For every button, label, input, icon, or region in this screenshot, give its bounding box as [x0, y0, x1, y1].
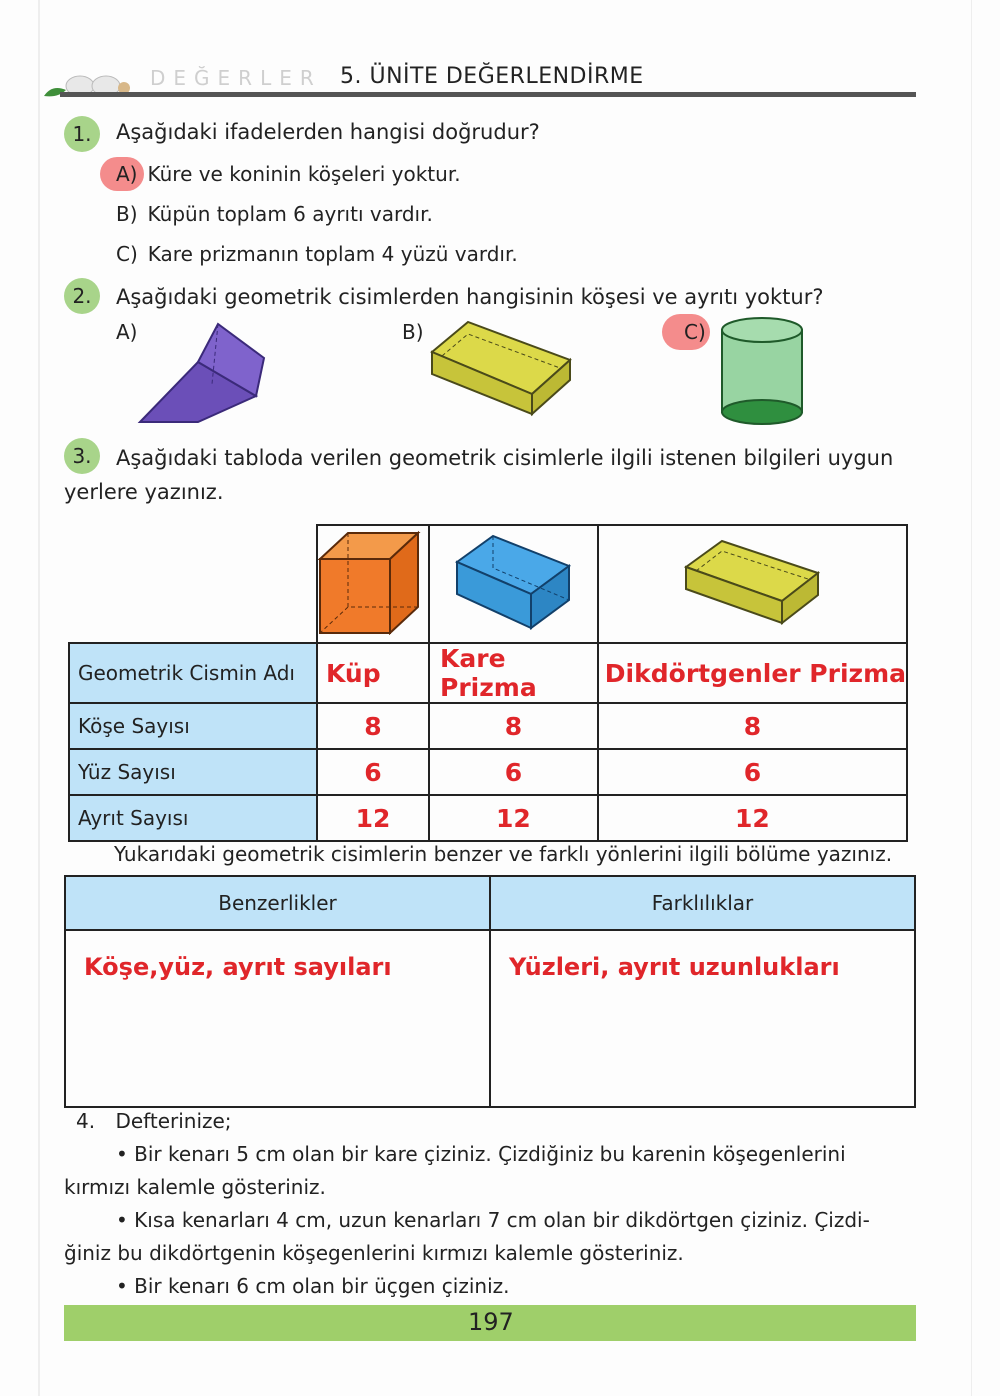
row-label-name: Geometrik Cismin Adı [69, 643, 317, 703]
cube-icon [318, 529, 428, 635]
bullet-2: • Kısa kenarları 4 cm, uzun kenarları 7 cm olan bir dikdörtgen çiziniz. Çizdi- [116, 1208, 870, 1232]
similarities-answer[interactable]: Köşe,yüz, ayrıt sayıları [65, 930, 490, 1107]
table-row [69, 749, 907, 795]
answer-name-1[interactable]: Küp [317, 643, 429, 703]
question-4-heading [64, 1105, 924, 1138]
bullet-2-line2: ğiniz bu dikdörtgenin köşegenlerini kırmızı kalemle gösteriniz. [64, 1241, 684, 1265]
row-label-yuz: Yüz Sayısı [69, 749, 317, 795]
question-4-title: Defterinize; [115, 1109, 232, 1133]
compare-header-row [65, 876, 915, 930]
q2-option-b-label[interactable]: B) [402, 320, 424, 344]
square-prism-icon [453, 532, 573, 632]
answer-name-2[interactable]: Kare Prizma [429, 643, 598, 703]
square-prism-image-cell [429, 525, 598, 643]
differences-header: Farklılıklar [490, 876, 915, 930]
q2-option-c-label[interactable]: C) [684, 320, 706, 344]
rectangular-prism-icon [428, 318, 574, 418]
page-edge-right [971, 0, 972, 1396]
table-row [69, 643, 907, 703]
rect-prism-image-cell [598, 525, 907, 643]
option-text: Kare prizmanın toplam 4 yüzü vardır. [147, 242, 518, 266]
answer-yuz-1[interactable]: 6 [317, 749, 429, 795]
bullet-3: • Bir kenarı 6 cm olan bir üçgen çiziniz. [116, 1274, 510, 1298]
answer-ayrit-3[interactable]: 12 [598, 795, 907, 841]
option-key: A) [116, 162, 138, 186]
table-row [69, 795, 907, 841]
option-text: Küre ve koninin köşeleri yoktur. [147, 162, 461, 186]
option-text: Küpün toplam 6 ayrıtı vardır. [147, 202, 433, 226]
solids-table [68, 524, 908, 842]
header-faint-text: DEĞERLER [150, 66, 322, 90]
page-edge-left [38, 0, 40, 1396]
similarities-header: Benzerlikler [65, 876, 490, 930]
q1-option-c[interactable] [116, 242, 518, 266]
answer-kose-3[interactable]: 8 [598, 703, 907, 749]
table-row [69, 703, 907, 749]
question-3-text-line1: Aşağıdaki tabloda verilen geometrik cisimlerle ilgili istenen bilgileri uygun [116, 446, 894, 470]
answer-ayrit-1[interactable]: 12 [317, 795, 429, 841]
cylinder-icon [718, 316, 806, 426]
question-3-number: 3. [64, 438, 100, 474]
answer-kose-1[interactable]: 8 [317, 703, 429, 749]
question-1-number: 1. [64, 116, 100, 152]
answer-ayrit-2[interactable]: 12 [429, 795, 598, 841]
triangular-prism-icon [136, 322, 266, 426]
option-key: C) [116, 242, 138, 266]
answer-kose-2[interactable]: 8 [429, 703, 598, 749]
page-number: 197 [468, 1308, 514, 1336]
question-3-text-line2: yerlere yazınız. [64, 480, 224, 504]
bullet-1-line2: kırmızı kalemle gösteriniz. [64, 1175, 326, 1199]
row-label-kose: Köşe Sayısı [69, 703, 317, 749]
compare-instruction: Yukarıdaki geometrik cisimlerin benzer ve farklı yönlerini ilgili bölüme yazınız. [114, 842, 893, 866]
option-key: B) [116, 202, 138, 226]
answer-yuz-2[interactable]: 6 [429, 749, 598, 795]
question-2-text: Aşağıdaki geometrik cisimlerden hangisinin köşesi ve ayrıtı yoktur? [116, 285, 824, 309]
q1-option-b[interactable] [116, 202, 433, 226]
rectangular-prism-icon [682, 537, 822, 627]
table-image-row [69, 525, 907, 643]
differences-answer[interactable]: Yüzleri, ayrıt uzunlukları [490, 930, 915, 1107]
header-divider [60, 92, 916, 97]
answer-name-3[interactable]: Dikdörtgenler Prizma [598, 643, 907, 703]
bullet-3-text: Bir kenarı 6 cm olan bir üçgen çiziniz. [134, 1274, 510, 1298]
bullet-1: • Bir kenarı 5 cm olan bir kare çiziniz. Çizdiğiniz bu karenin köşegenlerini [116, 1142, 846, 1166]
question-2-number: 2. [64, 278, 100, 314]
compare-table [64, 875, 916, 1108]
q1-option-a[interactable] [116, 162, 461, 186]
page-title: 5. ÜNİTE DEĞERLENDİRME [340, 64, 644, 89]
question-4 [64, 1105, 924, 1303]
row-label-ayrit: Ayrıt Sayısı [69, 795, 317, 841]
answer-yuz-3[interactable]: 6 [598, 749, 907, 795]
bullet-2-line1: Kısa kenarları 4 cm, uzun kenarları 7 cm olan bir dikdörtgen çiziniz. Çizdi- [134, 1208, 870, 1232]
compare-answer-row [65, 930, 915, 1107]
question-4-number: 4. [76, 1109, 96, 1133]
bullet-1-line1: Bir kenarı 5 cm olan bir kare çiziniz. Çizdiğiniz bu karenin köşegenlerini [134, 1142, 846, 1166]
cube-image-cell [317, 525, 429, 643]
table-blank-cell [69, 525, 317, 643]
question-1-text: Aşağıdaki ifadelerden hangisi doğrudur? [116, 120, 540, 144]
q2-option-a-label[interactable]: A) [116, 320, 138, 344]
